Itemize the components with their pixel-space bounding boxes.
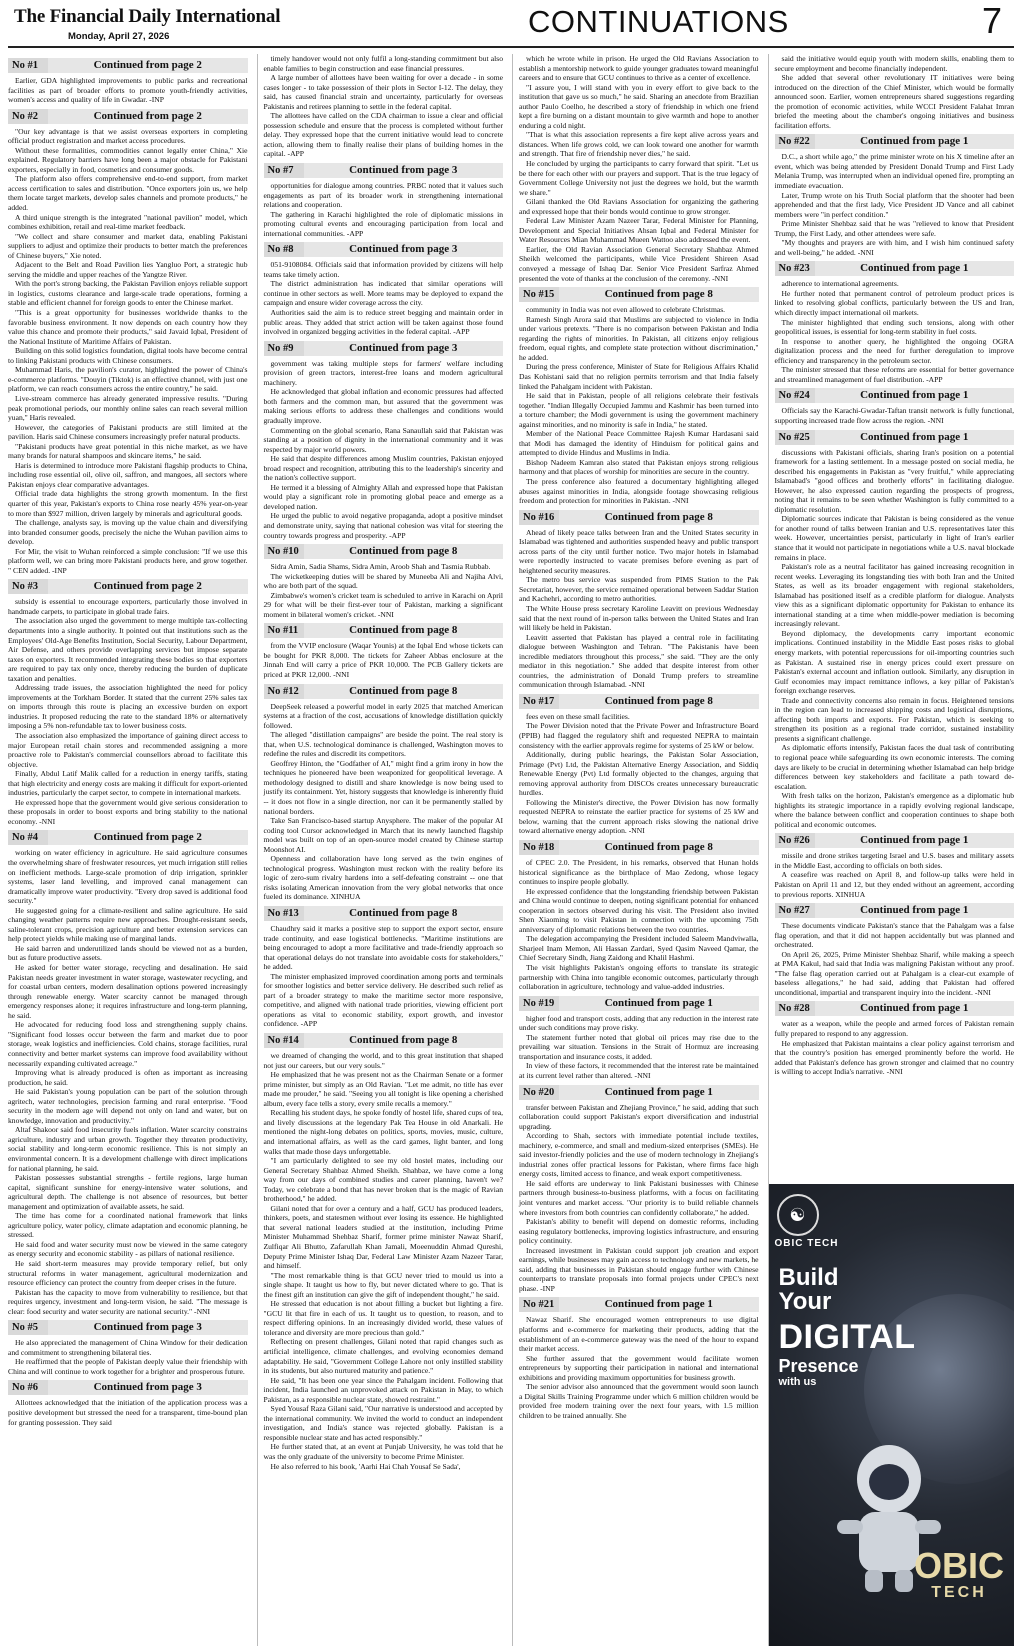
story-paragraph: The senior advisor also announced that the government would soon launch a Digital Skills Training Programme under which 6 million children would be provided free modern training over the next four years, with 1.5 million children to be trained annually. She — [519, 1382, 759, 1420]
story-body — [264, 260, 504, 336]
story-paragraph: community in India was not even allowed to celebrate Christmas. — [526, 305, 726, 315]
continued-from-label: Continued from page 8 — [559, 287, 759, 302]
column-4-text — [775, 54, 1015, 1077]
ad-headline-presence: Presence — [778, 1356, 859, 1376]
story-paragraph: The alleged "distillation campaigns" are beside the point. The real story is that, when U.S. technological dominance is challenged, Washington moves to redefine the rules and discredit its competitors. — [263, 730, 503, 759]
story-paragraph: Earlier, GDA highlighted improvements to public parks and recreational facilities as part of broader efforts to promote youth-friendly activities, women's access and quality of life in Gwadar. -INP — [8, 76, 248, 105]
continuation-number: No #27 — [778, 905, 810, 917]
story-paragraph: we dreamed of changing the world, and to this great institution that shaped not just our careers, but our very souls." — [263, 1051, 503, 1070]
story-paragraph: water as a weapon, while the people and armed forces of Pakistan remain fully prepared to respond to any aggression. — [774, 1019, 1014, 1039]
continuation-number: No #6 — [12, 1382, 38, 1394]
story-paragraph: Chaudhry said it marks a positive step to support the export sector, ensure trade continuity, and ease logistical bottlenecks. "Maritime institutions are being encouraged to adopt a more facilitative and trade-friendly approach so that operational delays do not translate into avoidable costs for stakeholders," he added. — [263, 924, 503, 972]
story-paragraph: The association also urged the government to merge multiple tax-collecting departments into a single authority. It pointed out that institutions such as the Employees' Old-Age Benefits Institution, Social Security, Labour Department, Air Defense, and others provide overlapping services but impose separate taxes on exporters. It recommended integrating these bodies so that exporters are required to pay tax only once, thereby reducing the burden of duplicate taxation and penalties. — [8, 616, 248, 683]
story-body — [8, 76, 248, 105]
story-paragraph: He said, "It has been one year since the Pahalgam incident. Following that incident, India launched an unprovoked attack on Pakistan in May, to which Pakistan, as a responsible nuclear state, showed restraint." — [263, 1375, 503, 1404]
continuation-header — [264, 906, 504, 921]
story-paragraph: Openness and collaboration have long served as the twin engines of technological progress. Washington must reckon with the reality before its logic of zero-sum rivalry hardens into a self-defeating constraint -- one that risks isolating American innovation from the very global networks that once fueled its dominance. XINHUA — [263, 854, 503, 902]
story-paragraph: Muhammad Haris, the pavilion's curator, highlighted the power of China's e-commerce platforms. "Douyin (Tiktok) is an effective channel, with just one platform, we can reach consumers across the entire country," he said. — [8, 365, 248, 394]
story-paragraph: These documents vindicate Pakistan's stance that the Pahalgam was a false flag operation, and that it did not happen accidentally but was planned and orchestrated. — [774, 921, 1014, 950]
story-body — [519, 54, 759, 283]
story-paragraph: Prime Minister Shehbaz said that he was "relieved to know that President Trump, the First Lady, and other attendees were safe. — [774, 219, 1014, 238]
story-body — [519, 858, 759, 992]
continuation-number: No #14 — [267, 1035, 299, 1047]
story-paragraph: Following the Minister's directive, the Power Division has now formally requested NEPRA to reinstate the earlier practice for systems of 25 kW and below, warning that the current approach risks slowing the national drive toward alternative energy adoption. -NNI — [519, 797, 759, 836]
continued-from-label: Continued from page 8 — [304, 623, 504, 638]
continuation-header — [775, 1001, 1015, 1016]
story-paragraph: Pakistan's ability to benefit will depend on domestic reforms, including easing regulatory bottlenecks, improving logistics infrastructure, and ensuring policy continuity. — [519, 1217, 759, 1246]
story-paragraph: The press conference also featured a documentary highlighting alleged abuses against minorities in India, alongside footage showcasing religious freedom and protection for minorities in Pakistan. -NNI — [519, 476, 759, 506]
continuation-number: No #8 — [267, 244, 294, 256]
story-paragraph: She added that several other revolutionary IT initiatives were being introduced on the direction of the Chief Minister, which would be formally announced soon. Earlier, women entrepreneurs shared suggestions regarding the promotion of economic activities, while WCCI President Falahat Imran briefed the meeting about the chamber's ongoing initiatives and business facilitation efforts. — [774, 73, 1014, 130]
continuation-header — [8, 58, 248, 73]
story-paragraph: Pakistan's role as a neutral facilitator has gained increasing recognition in recent weeks. Leveraging its longstanding ties with both Iran and the United States, as well as its broader engagement with regional stakeholders, Islamabad has positioned itself as a credible platform for dialogue. Analysts view this as a significant diplomatic opportunity for Pakistan to enhance its international standing at a time when middle-power mediation is becoming increasingly relevant. — [774, 562, 1014, 629]
column-4 — [768, 54, 1015, 1646]
continued-from-label: Continued from page 8 — [559, 694, 759, 709]
story-body — [264, 924, 504, 1029]
continuation-header — [264, 684, 504, 699]
story-paragraph: Altaf Shakoor said food insecurity fuels inflation. Water scarcity constrains agriculture, industry and urban growth. Together they threaten productivity, social stability and long-term economic resilience. This is not simply an environmental concern. It is a development challenge with direct implications for national planning, he said. — [8, 1125, 248, 1173]
story-paragraph: D.C., a short while ago," the prime minister wrote on his X timeline after an event, which was being attended by President Donald Trump and First Lady Melania Trump, was interrupted when an individual opened fire, prompting an immediate evacuation. — [774, 152, 1014, 191]
continuation-header — [8, 830, 248, 845]
continued-from-label: Continued from page 1 — [815, 430, 1015, 445]
story-paragraph: Recalling his student days, he spoke fondly of hostel life, shared cups of tea, and lively discussions at the legendary Pak Tea House in old Anarkali. He mentioned the night-long debates on politics, sports, movies, music, culture, and international affairs, as well as the card games, light banter, and long walks that made those days unforgettable. — [263, 1108, 503, 1156]
continuation-number: No #13 — [267, 908, 299, 920]
obic-logo-icon: ☯ — [777, 1194, 819, 1236]
continued-from-label: Continued from page 8 — [304, 1033, 504, 1048]
story-paragraph: The metro bus service was suspended from PIMS Station to the Pak Secretariat, however, the service remained operational between Saddar Station and Kachehri, according to metro authorities. — [519, 575, 759, 604]
story-paragraph: Finally, Abdul Latif Malik called for a reduction in energy tariffs, stating that high electricity and energy costs are making it difficult for export-oriented industries, particularly the carpet sector, to compete in international markets. — [8, 769, 248, 798]
story-paragraph: Haris is determined to introduce more Pakistani flagship products to China, including rose essential oil, olive oil, saffron, and mangoes, all sectors where Pakistan enjoys clear comparative advantages. — [8, 460, 248, 489]
continuation-header — [264, 623, 504, 638]
continuation-number: No #10 — [267, 546, 299, 558]
continuation-header — [775, 261, 1015, 276]
story-paragraph: The delegation accompanying the President included Saleem Mandviwalla, Sharjeel Inam Memon, Ali Hassan Zardari, Syed Qasim Naveed Qamar, the Chief Secretary Sindh, Jiang Zaidong and Khalil Hashmi. — [519, 934, 759, 963]
continuation-number: No #18 — [523, 842, 555, 854]
story-paragraph: He said Pakistan's young population can be part of the solution through agritech, water technologies, precision farming and rural enterprise. "Food security in the modern age will depend not only on land and water, but on knowledge, innovation and productivity." — [8, 1087, 248, 1125]
story-paragraph: The White House press secretary Karoline Leavitt on previous Wednesday said that the next round of in-person talks between the United States and Iran will likely be held in Pakistan. — [519, 603, 759, 633]
continuation-number: No #12 — [267, 685, 299, 697]
story-body — [264, 641, 504, 679]
story-paragraph: Pakistan has the capacity to move from vulnerability to resilience, but that requires urgency, investment and long-term vision, he said. "The message is clear: food security and water security are national security." -NNI — [8, 1287, 248, 1316]
continuation-header — [519, 1085, 759, 1100]
story-paragraph: adherence to international agreements. — [781, 279, 899, 289]
continued-from-label: Continued from page 1 — [815, 134, 1015, 149]
story-paragraph: He said that despite differences among Muslim countries, Pakistan enjoyed broad respect and recognition, attributing this to the leadership's sincerity and the nation's collective support. — [263, 454, 503, 483]
story-paragraph: Zimbabwe's women's cricket team is scheduled to arrive in Karachi on April 29 for what will be their first-ever tour of Pakistan, marking a significant moment in bilateral women's cricket. -NNI — [263, 590, 503, 619]
continuation-number: No #16 — [523, 511, 555, 523]
story-paragraph: "Our key advantage is that we assist overseas exporters in completing official product registration and market access procedures. — [8, 126, 248, 146]
story-paragraph: Take San Francisco-based startup Anysphere. The maker of the popular AI coding tool Cursor acknowledged in March that its newly launched flagship model was built on top of an open-source model created by Chinese startup Moonshot AI. — [263, 816, 503, 854]
continuation-header — [519, 1297, 759, 1312]
continued-from-label: Continued from page 8 — [304, 906, 504, 921]
story-paragraph: "This is a great opportunity for businesses worldwide thanks to the favorable business environment. It now depends on each country how they value this chance and promote their products," said Javaid Iqbal, President of the National Institute of Maritime Affairs of Pakistan. — [8, 308, 248, 346]
continued-from-label: Continued from page 8 — [304, 544, 504, 559]
story-paragraph: DeepSeek released a powerful model in early 2025 that matched American systems at a fraction of the cost, accusations of knowledge distillation quickly followed. — [263, 701, 503, 730]
ad-brand-large — [914, 1545, 1004, 1602]
story-paragraph: He also referred to his book, 'Aarhi Hai Chah Yousaf Se Sada', — [270, 1461, 461, 1471]
story-paragraph: Adjacent to the Belt and Road Pavilion lies Yangluo Port, a strategic hub serving the middle and upper reaches of the Yangtze River. — [8, 260, 248, 279]
story-paragraph: Improving what is already produced is often as important as increasing production, he said. — [8, 1068, 248, 1087]
story-paragraph: opportunities for dialogue among countries. PRBC noted that it values such engagements as part of its broader work in strengthening international relations and cooperation. — [263, 181, 503, 210]
masthead — [8, 0, 1014, 48]
continued-from-label: Continued from page 3 — [48, 1380, 248, 1395]
story-paragraph: Bishop Nadeem Kamran also stated that Pakistan enjoys strong religious harmony and that places of worship for minorities are secure in the country. — [519, 457, 759, 477]
story-paragraph: The wicketkeeping duties will be shared by Muneeba Ali and Najiha Alvi, who are both part of the squad. — [263, 571, 503, 591]
story-body — [264, 562, 504, 619]
story-body — [775, 1019, 1015, 1076]
story-paragraph: He urged the public to avoid negative propaganda, adopt a positive mindset and demonstrate unity, saying that national cohesion was vital for steering the country towards progress and prosperity. -APP — [263, 511, 503, 540]
continuation-header — [519, 840, 759, 855]
story-body — [264, 1051, 504, 1471]
story-paragraph: Reflecting on present challenges, Gilani noted that rapid changes such as artificial intelligence, climate challenges, and evolving economies demand adaptability. He said, "Government College Lahore not only instilled stability in its students, but also nurtured maturity and patience." — [263, 1337, 503, 1376]
continued-from-label: Continued from page 3 — [304, 341, 504, 356]
ad-brand-large-obic: OBIC — [914, 1545, 1004, 1586]
story-paragraph: The association also emphasized the importance of gaining direct access to major European retail chain stores and recommended assigning a more proactive role to Pakistan's commercial counsellors abroad to facilitate this objective. — [8, 731, 248, 769]
continued-from-label: Continued from page 3 — [48, 1320, 248, 1335]
story-paragraph: He reaffirmed that the people of Pakistan deeply value their friendship with China and will continue to work together for a brighter and prosperous future. — [8, 1357, 248, 1376]
story-paragraph: However, the categories of Pakistani products are still limited at the pavilion. Haris said Chinese consumers increasingly prefer natural products. — [8, 422, 248, 442]
continuation-header — [519, 287, 759, 302]
continued-from-label: Continued from page 3 — [304, 242, 504, 257]
story-paragraph: discussions with Pakistani officials, sharing Iran's position on a potential framework for a lasting settlement. In a message posted on social media, he described his engagements in Pakistan as "very fruitful," while appreciating Islamabad's "good offices and brotherly efforts" in facilitating dialogue. However, he also expressed caution regarding the prospects of progress, noting that it remains to be seen whether Washington is fully committed to a diplomatic resolution. — [774, 447, 1014, 514]
continuation-number: No #21 — [523, 1299, 555, 1311]
continuation-number: No #15 — [523, 289, 555, 301]
story-paragraph: Federal Law Minister Azam Nazeer Tarar, Federal Minister for Planning, Development and Special Initiatives Ahsan Iqbal and Federal Minister for Water Resources Mian Muhammad Mueen Wattoo also addressed the event. — [519, 216, 759, 245]
continuation-number: No #5 — [12, 1322, 38, 1334]
story-paragraph: Geoffrey Hinton, the "Godfather of AI," might find a grim irony in how the techniques he pioneered have been weaponized for geopolitical leverage. A methodology designed to distill and share knowledge is now being used to justify its containment. Yet, history suggests that knowledge is inherently fluid -- it does not flow in a single direction, nor can it be permanently stalled by national borders. — [263, 758, 503, 816]
story-body — [775, 279, 1015, 384]
story-paragraph: He acknowledged that global inflation and economic pressures had affected both farmers and the common man, but assured that the government was making serious efforts to address these challenges and conditions would gradually improve. — [263, 387, 503, 425]
story-paragraph: said the initiative would equip youth with modern skills, enabling them to secure employment and become financially independent. — [774, 54, 1014, 73]
story-paragraph: Beyond diplomacy, the developments carry important economic implications. Continued instability in the Middle East poses risks to global energy markets, with potential repercussions for oil-importing countries such as Pakistan. A sustained rise in energy prices could exert pressure on Pakistan's external account and inflation outlook. Similarly, any disruption in Gulf economies may impact remittance inflows, a key pillar of Pakistan's foreign exchange reserves. — [774, 628, 1014, 696]
story-paragraph: He emphasized that Pakistan maintains a clear policy against terrorism and that the country's position has emerged prominently before the world. He added that Pakistan's defence has grown stronger and claimed that no country is willing to accept India's narrative. -NNI — [774, 1038, 1014, 1077]
issue-date: Monday, April 27, 2026 — [68, 31, 170, 42]
story-body — [264, 54, 504, 159]
story-paragraph: He further noted that permanent control of petroleum product prices is linked to resolving global conflicts, particularly between the US and Iran, which directly impact international oil markets. — [774, 288, 1014, 318]
continuation-header — [264, 341, 504, 356]
continued-from-label: Continued from page 8 — [304, 684, 504, 699]
story-body — [519, 305, 759, 505]
ad-brand: OBIC TECH — [774, 1238, 839, 1249]
ad-headline-digital: DIGITAL — [778, 1318, 916, 1356]
story-paragraph: Without these formalities, commodities cannot legally enter China," Xie explained. Regulatory barriers have long been a major obstacle for Pakistani exporters, especially in food, cosmetics and consumer goods. — [8, 145, 248, 174]
continuation-number: No #1 — [12, 60, 38, 71]
story-paragraph: The allottees have called on the CDA chairman to issue a clear and official possession schedule and ensure that the process is completed without further delay. They expressed hope that the current initiative would lead to concrete action, allowing them to finally realise their plans of building homes in the capital. -APP — [263, 111, 503, 159]
story-body — [519, 528, 759, 690]
ad-headline-build: Build — [778, 1264, 839, 1291]
story-body — [519, 1014, 759, 1081]
story-paragraph: Allottees acknowledged that the initiation of the application process was a positive development but stressed the need for a transparent, time-bound plan for granting possession. They said — [8, 1398, 248, 1427]
story-body — [775, 921, 1015, 997]
story-paragraph: Ramesh Singh Arora said that Muslims are subjected to violence in India under various pretexts. "There is no comparison between Pakistan and India regarding the rights of minorities. In Pakistan, all citizens enjoy religious freedom, equal rights, and complete state protection without discrimination," he added. — [519, 314, 759, 362]
story-paragraph: The minister highlighted that ending such tensions, along with other geopolitical issues, is essential for long-term stability in fuel costs. — [774, 317, 1014, 337]
continuation-number: No #20 — [523, 1086, 555, 1098]
story-paragraph: which he wrote while in prison. He urged the Old Ravians Association to establish a mentorship network to guide younger graduates toward meaningful careers and to ensure that GCU continues to thrive as a center of excellence. — [519, 54, 759, 83]
story-paragraph: During the press conference, Minister of State for Religious Affairs Khalid Das Kohistani said that no religion permits terrorism and that India falsely linked the Pahalgam incident with Pakistan. — [519, 362, 759, 391]
continuation-header — [264, 1033, 504, 1048]
continuation-number: No #24 — [778, 390, 810, 402]
story-paragraph: Increased investment in Pakistan could support job creation and export earnings, while businesses may gain access to technology and new markets, he said, adding that businesses in Pakistan should engage further with Chinese counterparts to translate proposals into formal projects under CPEC's next phase. -INP — [519, 1245, 759, 1293]
story-paragraph: On April 26, 2025, Prime Minister Shehbaz Sharif, while making a speech at PMA Kakul, had said that India was maligning Pakistan without any proof. "The false flag operation carried out at Pahalgam is a clear-cut example of baseless allegations," he had said, adding that Pakistan had offered unconditional, impartial and transparent inquiry into the incident. -NNI — [774, 949, 1014, 997]
story-paragraph: He said that in Pakistan, people of all religions celebrate their festivals together. "Indian Illegally Occupied Jammu and Kashmir has been turned into a torture chamber; the Modi government is using the government machinery against minorities, and no minority is safe in India," he stated. — [519, 391, 759, 429]
story-body — [8, 1338, 248, 1376]
continuation-number: No #4 — [12, 832, 38, 844]
section-title: CONTINUATIONS — [528, 4, 789, 39]
story-paragraph: 051-9108084. Officials said that information provided by citizens will help teams take timely action. — [263, 260, 503, 279]
continuation-header — [775, 430, 1015, 445]
continuation-number: No #9 — [267, 342, 294, 354]
story-paragraph: The platform also offers comprehensive end-to-end support, from market access certification to sales and distribution. "Once exporters join us, we help them locate target markets, develop sales channels and promote products," he added. — [8, 174, 248, 213]
story-paragraph: Gilani thanked the Old Ravians Association for organizing the gathering and expressed hope that their bonds would continue to grow stronger. — [519, 197, 759, 216]
story-paragraph: The gathering in Karachi highlighted the role of diplomatic missions in promoting cultural events and encouraging participation from local and international communities. -APP — [263, 209, 503, 238]
story-paragraph: Syed Yousaf Raza Gilani said, "Our narrative is understood and accepted by the international community. We invited the world to conduct an independent investigation, and India's stance was rejected globally. Pakistan is a responsible nuclear state and has acted responsibly." — [263, 1404, 503, 1442]
continuation-number: No #23 — [778, 263, 810, 275]
story-body — [264, 181, 504, 238]
story-paragraph: "My thoughts and prayers are with him, and I wish him continued safety and well-being," he added. -NNI — [774, 238, 1014, 257]
story-body — [519, 712, 759, 836]
continuation-number: No #2 — [12, 110, 38, 122]
story-paragraph: In response to another query, he highlighted the ongoing OGRA digitalization process and the need for further deregulation to improve efficiency and transparency in the petroleum sector. — [774, 336, 1014, 365]
story-paragraph: He expressed hope that the government would give serious consideration to these proposals in order to boost exports and bring stability to the national economy. -NNI — [8, 797, 248, 826]
story-paragraph: A third unique strength is the integrated "national pavilion" model, which combines exhibition, retail and real-time market feedback. — [8, 212, 248, 232]
continued-from-label: Continued from page 1 — [559, 996, 759, 1011]
story-paragraph: fees even on these small facilities. — [526, 711, 630, 721]
story-paragraph: Authorities said the aim is to reduce street begging and maintain order in public areas. They added that strict action will be taken against those found involved in organized begging activities in the federal capital. -APP — [263, 308, 503, 337]
continuation-header — [264, 242, 504, 257]
story-paragraph: He said food and water security must now be viewed in the same category as energy security and economic stability - as pillars of national resilience. — [8, 1239, 248, 1259]
story-paragraph: government was taking multiple steps for farmers' welfare including provision of green tractors, interest-free loans and modern agricultural machinery. — [263, 358, 503, 387]
story-body — [519, 1103, 759, 1294]
story-paragraph: He termed it a blessing of Almighty Allah and expressed hope that Pakistan would play a significant role in promoting global peace and emerge as a developed nation. — [263, 482, 503, 511]
story-paragraph: He also appreciated the management of China Window for their dedication and commitment to strengthening bilateral ties. — [8, 1338, 248, 1357]
continuation-number: No #25 — [778, 431, 810, 443]
story-paragraph: Additionally, during public hearings, the Pakistan Solar Association, Primage (Pvt) Ltd, the Pakistan Alternative Energy Association, and Siddiq Renewable Energy (Pvt) Ltd formally objected to the changes, arguing that removing approval authority from DISCOs creates unnecessary bureaucratic hurdles. — [519, 750, 759, 798]
story-paragraph: missile and drone strikes targeting Israel and U.S. bases and military assets in the Middle East, according to officials on both sides. — [774, 851, 1014, 870]
continuation-header — [8, 1320, 248, 1335]
continuation-number: No #3 — [12, 581, 38, 593]
story-paragraph: The time has come for a coordinated national framework that links agriculture policy, water policy, climate adaptation and economic planning, he stressed. — [8, 1211, 248, 1240]
story-paragraph: working on water efficiency in agriculture. He said agriculture consumes the overwhelming share of freshwater resources, yet much irrigation still relies on inefficient methods. Large-scale promotion of drip irrigation, sprinkler systems, laser land levelling, and improved canal management can dramatically improve water productivity. "Every drop saved is additional food security." — [8, 848, 248, 906]
story-paragraph: He said barren and underutilized lands should be viewed not as a burden, but as future productive assets. — [8, 943, 248, 963]
continued-from-label: Continued from page 1 — [815, 388, 1015, 403]
story-paragraph: According to Shah, sectors with immediate potential include textiles, machinery, e-commerce, and small and medium-sized enterprises (SMEs). He said investor-friendly policies and the use of modern technology in Zhejiang's industrial zones offer practical lessons for Pakistan, where firms face high energy costs, limited access to finance, and weak export competitiveness. — [519, 1131, 759, 1179]
story-body — [775, 851, 1015, 899]
story-paragraph: Earlier, the Old Ravian Association General Secretary Shahbaz Ahmed Sheikh welcomed the participants, while Vice President Shireen Asad conveyed a message of Ishaq Dar. Senior Vice President Sarfraz Ahmed presented the vote of thanks at the conclusion of the ceremony. -NNI — [519, 244, 759, 283]
story-paragraph: He suggested going for a climate-resilient and saline agriculture. He said changing weather patterns require new approaches. Drought-resistant seeds, saline-tolerant crops, precision agriculture and better extension services can help protect yields while making use of marginal lands. — [8, 905, 248, 944]
story-paragraph: transfer between Pakistan and Zhejiang Province," he said, adding that such collaboration could support Pakistan's export diversification and industrial upgrading. — [519, 1102, 759, 1131]
continuation-header — [8, 1380, 248, 1395]
story-paragraph: The Power Division noted that the Private Power and Infrastructure Board (PPIB) had flagged the regulatory shift and requested NEPRA to maintain consistency with the earlier approvals regime for systems of 25 kW or below. — [519, 721, 759, 750]
advertisement[interactable] — [769, 1184, 1015, 1646]
story-paragraph: Addressing trade issues, the association highlighted the need for policy improvements at the Torkham Border. It stated that the current 25% sales tax on imports through this route is placing an excessive burden on export industries. It proposed reducing the rate to the standard 18% or alternatively imposing a 5% non-refundable tax to lower business costs. — [8, 683, 248, 731]
continued-from-label: Continued from page 1 — [559, 1297, 759, 1312]
continued-from-label: Continued from page 1 — [815, 903, 1015, 918]
continued-from-label: Continued from page 1 — [815, 261, 1015, 276]
story-paragraph: He further stated that, at an event at Punjab University, he was told that he was the only graduate of the university to become Prime Minister. — [263, 1442, 503, 1461]
continuation-header — [519, 996, 759, 1011]
ad-brand-large-tech: TECH — [931, 1584, 987, 1601]
continuation-header — [775, 388, 1015, 403]
story-paragraph: She further assured that the government would facilitate women entrepreneurs by supporting their participation in national and international exhibitions and providing maximum opportunities for business growth. — [519, 1353, 759, 1382]
story-paragraph: He concluded by urging the participants to carry forward that spirit. "Let us be there for each other with our prayers and support. That is the true legacy of Government College University not just the degrees we hold, but the warmth we share." — [519, 159, 759, 197]
story-paragraph: from the VVIP enclosure (Waqar Younis) at the Iqbal End whose tickets can be bought for PKR 8,000. The tickets for Zaheer Abbas enclosure at the Jinnah End will carry a price of PKR 10,000. The PCB Gallery tickets are priced at PKR 12,000. -NNI — [263, 641, 503, 679]
story-paragraph: "I am particularly delighted to see my old hostel mates, including our General Secretary Shahbaz Ahmed Sheikh. Shahbaz, we have come a long way from our days of combined studies and career planning, haven't we? Today, we celebrate a bond that has never broken that is the magic of Ravian brotherhood," he added. — [263, 1156, 503, 1204]
story-body — [8, 597, 248, 826]
story-body — [8, 127, 248, 576]
story-paragraph: "The most remarkable thing is that GCU never tried to mould us into a single shape. It taught us how to fly, but never dictated where to go. That is the finest gift an institution can give the gift of independent thought," he said. — [263, 1270, 503, 1299]
story-paragraph: The visit highlights Pakistan's ongoing efforts to translate its strategic partnership with China into tangible economic outcomes, particularly through collaboration in agriculture, technology and value-added industries. — [519, 963, 759, 992]
story-paragraph: With the port's strong backing, the Pakistan Pavilion enjoys reliable support in logistics, customs clearance and large-scale trade operations, forming a stable and efficient channel for foreign goods to enter the Chinese market. — [8, 279, 248, 308]
story-paragraph: Nawaz Sharif. She encouraged women entrepreneurs to use digital platforms and e-commerce for marketing their products, adding that the establishment of an e-commerce gateway was the need of the hour to expand their market access. — [519, 1315, 759, 1354]
story-body — [8, 1398, 248, 1427]
columns — [8, 54, 1014, 1646]
story-paragraph: Pakistan possesses substantial strengths - fertile regions, large human capital, significant sunshine for energy-intensive water solutions, and agricultural depth. The challenge is not absence of resources, but better management and optimization of available assets, he said. — [8, 1173, 248, 1211]
story-paragraph: Gilani noted that for over a century and a half, GCU has produced leaders, thinkers, poets, and statesmen without ever losing its essence. He highlighted that several national leaders studied at the institution, including Prime Minister Muhammad Shehbaz Sharif, former prime minister Nawaz Sharif, Zulfiqar Ali Bhutto, Zafarullah Khan Jamali, Moeenuddin Ahmad Qureshi, Deputy Prime Minister Ishaq Dar, Federal Law Minister Azam Nazeer Tarar, and himself. — [263, 1203, 503, 1271]
continued-from-label: Continued from page 2 — [48, 58, 248, 73]
continuation-header — [264, 544, 504, 559]
page-number: 7 — [981, 0, 1002, 41]
continuation-header — [264, 163, 504, 178]
continuation-number: No #11 — [267, 625, 299, 637]
continuation-header — [8, 109, 248, 124]
story-paragraph: He emphasized that he was present not as the Chairman Senate or a former prime minister, but simply as an Old Ravian. "Let me admit, no title has ever made me prouder," he said. "Seeing you all tonight is like opening a cherished album, every face tells a story, every smile recalls a memory." — [263, 1070, 503, 1108]
story-paragraph: Trade and connectivity concerns also remain in focus. Heightened tensions in the region can lead to increased shipping costs and logistical disruptions, affecting both imports and exports. For Pakistan, which is seeking to strengthen its position as a regional trade corridor, sustained instability presents a significant challenge. — [774, 695, 1014, 743]
story-paragraph: The statement further noted that global oil prices may rise due to the prevailing war situation. Tensions in the Strait of Hormuz are increasing transportation and insurance costs, it added. — [519, 1032, 759, 1061]
continued-from-label: Continued from page 1 — [559, 1085, 759, 1100]
continued-from-label: Continued from page 2 — [48, 109, 248, 124]
story-body — [775, 152, 1015, 257]
paper-name: The Financial Daily International — [14, 6, 281, 27]
continuation-number: No #22 — [778, 136, 810, 148]
continuation-header — [775, 134, 1015, 149]
continuation-header — [8, 579, 248, 594]
story-paragraph: Officials say the Karachi-Gwadar-Taftan transit network is fully functional, supporting increased trade flow across the region. -NNI — [774, 406, 1014, 425]
continuation-header — [775, 903, 1015, 918]
story-paragraph: The district administration has indicated that similar operations will continue in other sectors as well. More teams may be deployed to expand the campaign and ensure wider coverage across the city. — [263, 279, 503, 308]
story-paragraph: He said efforts are underway to link Pakistani businesses with Chinese partners through business-to-business platforms, with a focus on facilitating joint ventures and market access. "Our priority is to build reliable channels where investors from both countries can confidently collaborate," he added. — [519, 1178, 759, 1217]
story-paragraph: The minister emphasized improved coordination among ports and terminals for smoother logistics and better service delivery. He described such relief as part of a broader strategy to make the maritime sector more responsive, competitive, and aligned with national trade priorities, viewing efficient port operations as vital to economic stability, export growth, and investor confidence. -APP — [263, 971, 503, 1029]
story-paragraph: As diplomatic efforts intensify, Pakistan faces the dual task of contributing to regional peace while safeguarding its own economic interests. The coming days are likely to be crucial in determining whether Islamabad can help bridge differences between key stakeholders and facilitate a path toward de-escalation. — [774, 743, 1014, 791]
story-paragraph: Ahead of likely peace talks between Iran and the United States security in Islamabad was tightened and authorities suspended heavy and public transport across parts of the city until further notice. Two major hotels in Islamabad were reportedly instructed to vacate premises before evening as part of heightened security measures. — [519, 527, 759, 575]
story-paragraph: "That is what this association represents a fire kept alive across years and distances. When life grows cold, we can look toward one another for warmth and strength. That fire of friendship never dies," he said. — [519, 130, 759, 159]
story-paragraph: The minister stressed that these reforms are essential for better governance and streamlined management of fuel distribution. -APP — [774, 365, 1014, 384]
story-body — [519, 1315, 759, 1420]
story-paragraph: He asked for better water storage, recycling and desalination. He said Pakistan needs greater investment in water storage, wastewater recycling, and for coastal urban centers, modern desalination options powered increasingly through renewable energy. Water scarcity cannot be managed through emergency responses alone; it requires infrastructure and long-term planning, he said. — [8, 963, 248, 1020]
story-paragraph: higher food and transport costs, adding that any reduction in the interest rate under such conditions may prove risky. — [519, 1013, 759, 1033]
continued-from-label: Continued from page 8 — [559, 840, 759, 855]
continuation-number: No #26 — [778, 835, 810, 847]
story-paragraph: Member of the National Peace Committee Rajesh Kumar Hardasani said that Modi has damaged the identity of Hinduism for political gains and attempted to divide Hindus and Muslims in India. — [519, 429, 759, 458]
story-paragraph: Leavitt asserted that Pakistan has played a central role in facilitating dialogue between Washington and Tehran. "The Pakistanis have been incredible mediators throughout this process," she said. "They are the only mediator in this negotiation." She added that despite interest from other countries, the administration of Donald Trump prefers to streamline communication through Islamabad. -NNI — [519, 632, 759, 690]
story-paragraph: timely handover would not only fulfil a long-standing commitment but also enable families to begin construction and ease financial pressures. — [263, 54, 503, 73]
column-2 — [257, 54, 504, 1646]
story-paragraph: Official trade data highlights the strong growth momentum. In the first quarter of this year, Pakistan's exports to China rose nearly 45% year-on-year to more than $927 million, driven largely by minerals and agricultural goods. — [8, 489, 248, 518]
story-body — [775, 448, 1015, 830]
continued-from-label: Continued from page 2 — [48, 830, 248, 845]
story-body — [264, 702, 504, 902]
story-paragraph: He advocated for reducing food loss and strengthening supply chains. "Significant food losses occur between the farm and market due to poor storage, weak logistics and inefficiencies. Cold chains, storage facilities, rural connectivity and better market systems can improve food availability without necessarily expanding cultivated acreage." — [8, 1020, 248, 1068]
story-paragraph: "I assure you, I will stand with you in every effort to give back to the institution that gave us so much," he said. Sharing an anecdote from Brazilian author Paulo Coelho, he described a story of friendship in which one friend kept a fire burning on a distant mountain to give warmth and hope to another enduring a cold night. — [519, 82, 759, 130]
story-paragraph: In view of these factors, it recommended that the interest rate be maintained at its current level rather than altered. -NNI — [519, 1061, 759, 1080]
story-paragraph: Commenting on the global scenario, Rana Sanaullah said that Pakistan was standing at a position of dignity in the international community and it was respected by major world powers. — [263, 425, 503, 454]
story-paragraph: He stressed that education is not about filling a bucket but lighting a fire. "GCU lit that fire in each of us. It taught us to question, to reason, and to respect differing opinions. In an increasingly divided world, these values of tolerance and diversity are more precious than gold." — [263, 1299, 503, 1337]
story-paragraph: He expressed confidence that the longstanding friendship between Pakistan and China would continue to deepen, noting significant potential for enhanced cooperation in sectors observed during his visit. The President also invited Shen Xiaoming to visit Pakistan in connection with the upcoming 75th anniversary of diplomatic relations between the two countries. — [519, 886, 759, 934]
story-paragraph: Live-stream commerce has already generated impressive results. "During peak promotional periods, our monthly online sales can reach several million yuan," Haris revealed. — [8, 393, 248, 423]
story-paragraph: With fresh talks on the horizon, Pakistan's emergence as a diplomatic hub highlights its strategic importance in a rapidly evolving regional landscape, where the balance between conflict and cooperation continues to shape both political and economic outcomes. — [774, 791, 1014, 829]
continued-from-label: Continued from page 1 — [815, 1001, 1015, 1016]
column-1 — [8, 54, 248, 1646]
story-paragraph: He said short-term measures may provide temporary relief, but only structural reforms in water management, agricultural modernization and resource efficiency can protect the country from deeper crises in the future. — [8, 1258, 248, 1288]
story-paragraph: Later, Trump wrote on his Truth Social platform that the shooter had been apprehended and that the first lady, Vice President JD Vance and all cabinet members were "in perfect condition." — [774, 190, 1014, 219]
story-paragraph: Sidra Amin, Sadia Shams, Sidra Amin, Aroob Shah and Tasmia Rubbab. — [270, 562, 491, 572]
continuation-header — [775, 833, 1015, 848]
continuation-number: No #17 — [523, 695, 555, 707]
story-paragraph: A large number of allottees have been waiting for over a decade - in some cases longer - to take possession of their plots in Sector I-12. The delay, they said, has caused financial strain and uncertainty, particularly for overseas Pakistanis and retirees planning to settle in the federal capital. — [263, 73, 503, 111]
continuation-number: No #7 — [267, 165, 294, 177]
story-paragraph: Diplomatic sources indicate that Pakistan is being considered as the venue for another round of talks between Iranian and U.S. representatives later this week. However, uncertainties persist, particularly in light of Iran's earlier stance that it would not participate in negotiations while a U.S. naval blockade remains in place. — [774, 514, 1014, 562]
story-paragraph: subsidy is essential to encourage exporters, particularly those involved in handmade carpets, to participate in global trade fairs. — [8, 597, 248, 616]
continuation-number: No #19 — [523, 997, 555, 1009]
continuation-header — [519, 694, 759, 709]
continued-from-label: Continued from page 1 — [815, 833, 1015, 848]
story-paragraph: The challenge, analysts say, is moving up the value chain and diversifying into branded consumer goods, precisely the niche the Wuhan pavilion aims to develop. — [8, 518, 248, 547]
story-paragraph: A ceasefire was reached on April 8, and follow-up talks were held in Pakistan on April 11 and 12, but they ended without an agreement, according to previous reports. XINHUA — [774, 870, 1014, 899]
continuation-header — [519, 510, 759, 525]
story-paragraph: "Pakistani products have great potential in this niche market, as we have many brands for natural shampoos and skincare items," he said. — [8, 441, 248, 461]
story-body — [8, 848, 248, 1316]
story-body — [775, 54, 1015, 130]
continued-from-label: Continued from page 8 — [559, 510, 759, 525]
story-paragraph: Building on this solid logistics foundation, digital tools have become central to linking Pakistani products with Chinese consumers. — [8, 346, 248, 365]
continued-from-label: Continued from page 3 — [304, 163, 504, 178]
ad-headline-with-us: with us — [778, 1376, 817, 1388]
story-body — [264, 359, 504, 540]
ad-headline-your: Your — [778, 1288, 832, 1315]
story-paragraph: of CPEC 2.0. The President, in his remarks, observed that Hunan holds historical significance as the birthplace of Mao Zedong, whose legacy continues to inspire people globally. — [519, 858, 759, 887]
story-paragraph: For Mir, the visit to Wuhan reinforced a simple conclusion: "If we use this platform well, we can bring more Pakistani products here, and grow together. " CEN added. -INP — [8, 546, 248, 575]
story-paragraph: "We collect and share consumer and market data, enabling Pakistani suppliers to adjust and optimize their products to better match the preferences of Chinese buyers," Xie noted. — [8, 231, 248, 260]
continued-from-label: Continued from page 2 — [48, 579, 248, 594]
story-body — [775, 406, 1015, 425]
column-3 — [512, 54, 759, 1646]
continuation-number: No #28 — [778, 1003, 810, 1015]
